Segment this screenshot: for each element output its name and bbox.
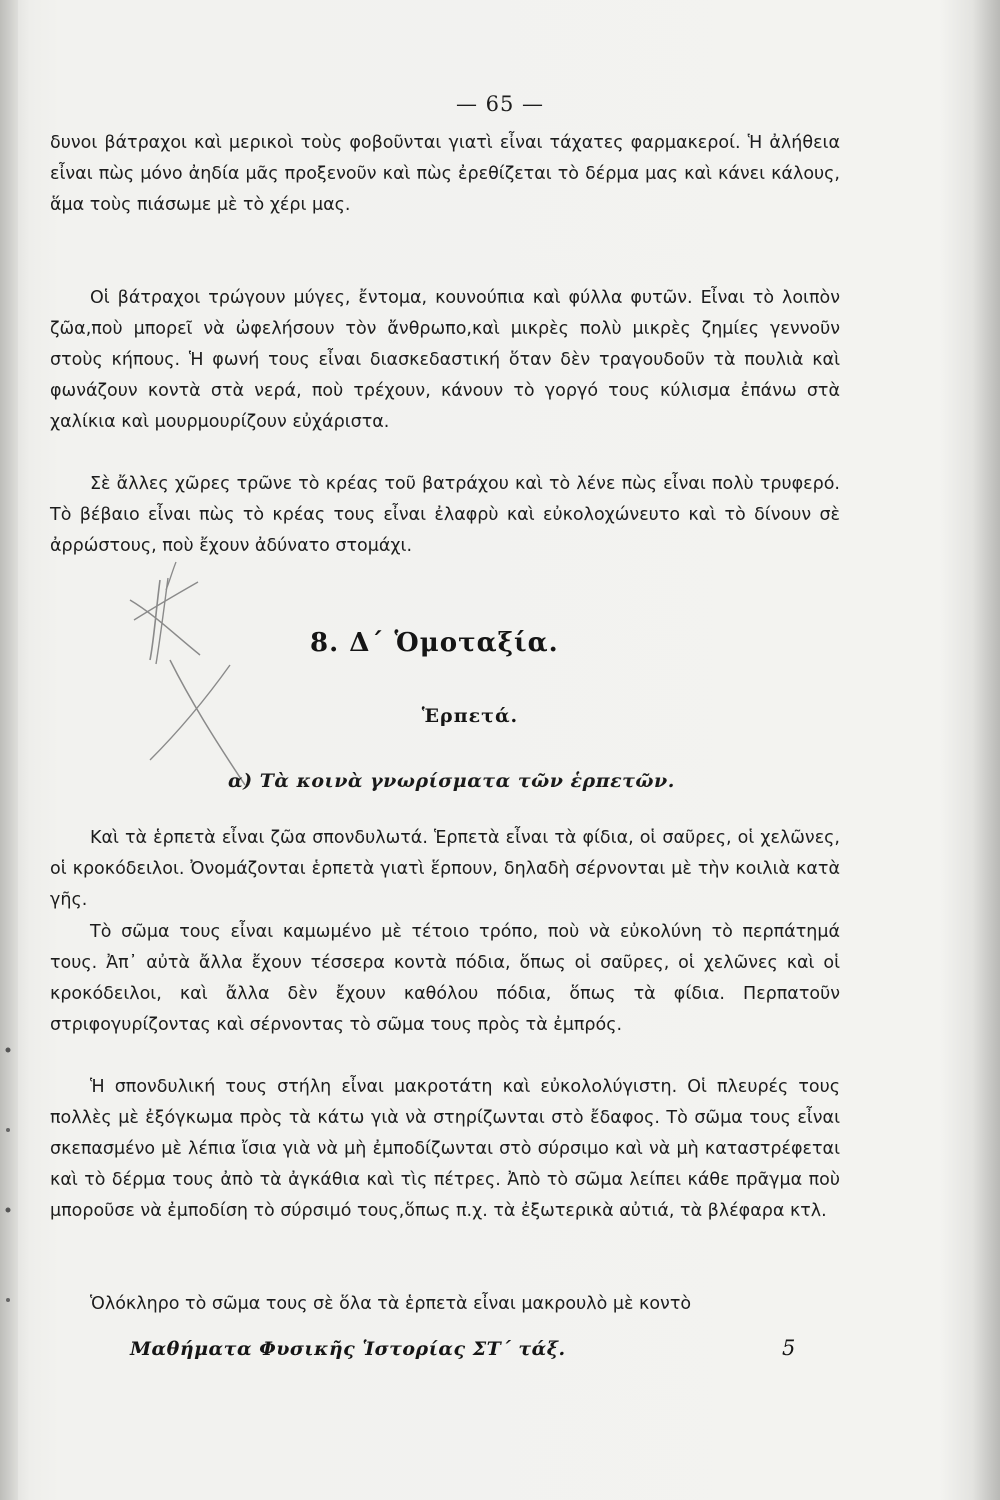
footer-signature-number: 5 [782,1336,796,1360]
pencil-cross-mark [110,560,270,800]
page-number: — 65 — [455,92,545,116]
paragraph-reptile-body: Τὸ σῶμα τους εἶναι καμωμένο μὲ τέτοιο τρόπο, ποὺ νὰ εὐκολύνη τὸ περπάτημά τους. Ἀπ᾽ αὐτὰ ἄλλα ἔχουν τέσσερα κοντὰ πόδια, ὅπως οἱ σαῦρες, οἱ χελῶνες καὶ οἱ κροκόδειλοι, καὶ ἄλλα δὲν ἔχουν καθόλου πόδια, ὅπως τὰ φίδια. Περπατοῦν στριφογυρίζοντας καὶ σέρνοντας τὸ σῶμα τους πρὸς τὰ ἐμπρός. [50,922,840,1035]
paragraph-frog-diet: Οἱ βάτραχοι τρώγουν μύγες, ἔντομα, κουνούπια καὶ φύλλα φυτῶν. Εἶναι τὸ λοιπὸν ζῶα,ποὺ μπορεῖ νὰ ὠφελήσουν τὸν ἄνθρωπο,καὶ μικρὲς πολὺ μικρὲς ζημίες γεννοῦν στοὺς κήπους. Ἡ φωνή τους εἶναι διασκεδαστική ὅταν δὲν τραγουδοῦν τὰ πουλιὰ καὶ φωνάζουν κοντὰ στὰ νερά, ποὺ τρέχουν, κάνουν τὸ γοργό τους κύλισμα ἐπάνω στὰ χαλίκια καὶ μουρμουρίζουν εὐχάριστα. [50,288,840,432]
chapter-heading: 8. Δ΄ Ὁμοταξία. [310,628,559,658]
page-right-edge [972,0,1000,1500]
paragraph-whole-body: Ὁλόκληρο τὸ σῶμα τους σὲ ὅλα τὰ ἑρπετὰ εἶναι μακρουλὸ μὲ κοντὸ [90,1294,692,1314]
section-heading-reptiles: Ἑρπετά. [421,705,519,727]
binding-stitch-marks [0,1040,14,1320]
paragraph-frog-fear: δυνοι βάτραχοι καὶ μερικοὶ τοὺς φοβοῦνται γιατὶ εἶναι τάχατες φαρμακεροί. Ἡ ἀλήθεια εἶναι πὼς μόνο ἀηδία μᾶς προξενοῦν καὶ πὼς ἐρεθίζεται τὸ δέρμα μας καὶ κάνει κάλους, ἅμα τοὺς πιάσωμε μὲ τὸ χέρι μας. [50,133,840,215]
paragraph-spine: Ἡ σπονδυλική τους στήλη εἶναι μακροτάτη καὶ εὐκολολύγιστη. Οἱ πλευρές τους πολλὲς μὲ ἐξόγκωμα πρὸς τὰ κάτω γιὰ νὰ στηρίζωνται στὸ ἔδαφος. Τὸ σῶμα τους εἶναι σκεπασμένο μὲ λέπια ἴσια γιὰ νὰ μὴ ἐμποδίζωνται στὸ σύρσιμο καὶ νὰ μὴ καταστρέφεται καὶ τὸ δέρμα τους ἀπὸ τὰ ἀγκάθια καὶ τὶς πέτρες. Ἀπὸ τὸ σῶμα λείπει κάθε πρᾶγμα ποὺ μποροῦσε νὰ ἐμποδίση τὸ σύρσιμό τους,ὅπως π.χ. τὰ ἐξωτερικὰ αὐτιά, τὰ βλέφαρα κτλ. [50,1077,840,1221]
paragraph-frog-meat: Σὲ ἄλλες χῶρες τρῶνε τὸ κρέας τοῦ βατράχου καὶ τὸ λένε πὼς εἶναι πολὺ τρυφερό. Τὸ βέβαιο εἶναι πὼς τὸ κρέας τους εἶναι ἐλαφρὺ καὶ εὐκολοχώνευτο καὶ τὸ δίνουν σὲ ἀρρώστους, ποὺ ἔχουν ἀδύνατο στομάχι. [50,474,840,556]
footer-book-title: Μαθήματα Φυσικῆς Ἱστορίας ΣΤ΄ τάξ. [130,1338,566,1360]
paragraph-reptiles-vertebrates: Καὶ τὰ ἑρπετὰ εἶναι ζῶα σπονδυλωτά. Ἑρπετὰ εἶναι τὰ φίδια, οἱ σαῦρες, οἱ χελῶνες, οἱ κροκόδειλοι. Ὀνομάζονται ἑρπετὰ γιατὶ ἕρπουν, δηλαδὴ σέρνονται μὲ τὴν κοιλιὰ κατὰ γῆς. [50,828,840,910]
subheading-common-traits: α) Τὰ κοινὰ γνωρίσματα τῶν ἑρπετῶν. [228,770,675,792]
